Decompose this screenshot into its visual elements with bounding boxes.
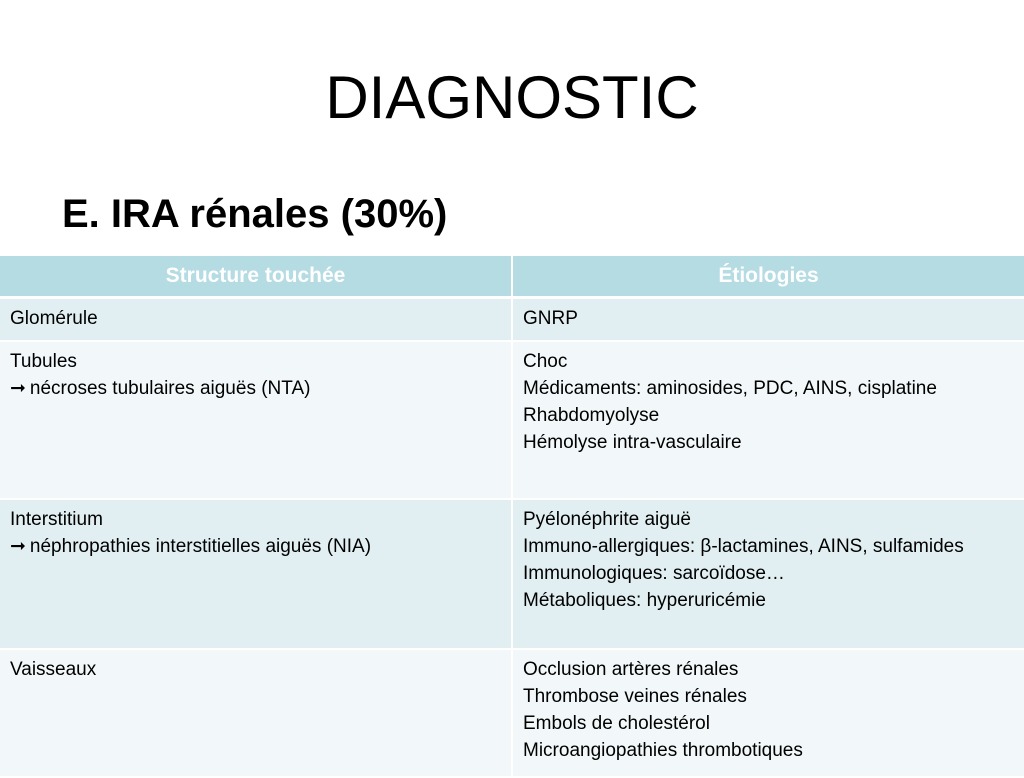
etiology-item: Pyélonéphrite aiguë — [523, 509, 691, 530]
etiology-item: Immuno-allergiques: β-lactamines, AINS, sulfamides — [523, 536, 964, 557]
structure-cell — [0, 649, 512, 777]
table-row — [0, 499, 1024, 649]
etiology-item: Thrombose veines rénales — [523, 686, 747, 707]
header-structure: Structure touchée — [0, 256, 512, 298]
etiology-item: Métaboliques: hyperuricémie — [523, 590, 766, 611]
structure-name: Tubules — [10, 351, 77, 372]
etiologies-cell — [512, 649, 1024, 777]
arrow-right-icon: ➞ — [10, 378, 26, 399]
structure-name: Vaisseaux — [10, 659, 97, 680]
etiology-item: Immunologiques: sarcoïdose… — [523, 563, 785, 584]
structure-detail — [10, 375, 501, 402]
slide-title: DIAGNOSTIC — [325, 64, 699, 131]
table-row — [0, 649, 1024, 777]
etiology-item: Rhabdomyolyse — [523, 405, 660, 426]
slide-subtitle: E. IRA rénales (30%) — [62, 192, 448, 236]
etiology-item: Médicaments: aminosides, PDC, AINS, cisplatine — [523, 378, 937, 399]
structure-detail — [10, 533, 501, 560]
etiology-item: GNRP — [523, 308, 578, 329]
table-row — [0, 341, 1024, 499]
etiologies-cell — [512, 298, 1024, 342]
arrow-right-icon: ➞ — [10, 536, 26, 557]
structure-detail-text: néphropathies interstitielles aiguës (NIA) — [29, 536, 372, 557]
etiology-item: Occlusion artères rénales — [523, 659, 739, 680]
structure-detail-text: nécroses tubulaires aiguës (NTA) — [29, 378, 311, 399]
etiology-item: Hémolyse intra-vasculaire — [523, 432, 742, 453]
structure-cell — [0, 298, 512, 342]
etiologies-cell — [512, 341, 1024, 499]
table-header-row — [0, 256, 1024, 298]
etiologies-cell — [512, 499, 1024, 649]
structure-name: Glomérule — [10, 308, 98, 329]
table-row — [0, 298, 1024, 342]
etiology-item: Choc — [523, 351, 568, 372]
structure-name: Interstitium — [10, 509, 103, 530]
etiology-table-container — [0, 256, 1024, 778]
etiology-item: Embols de cholestérol — [523, 713, 710, 734]
etiology-table — [0, 256, 1024, 778]
header-etiologies: Étiologies — [512, 256, 1024, 298]
structure-cell — [0, 341, 512, 499]
etiology-item: Microangiopathies thrombotiques — [523, 740, 803, 761]
structure-cell — [0, 499, 512, 649]
